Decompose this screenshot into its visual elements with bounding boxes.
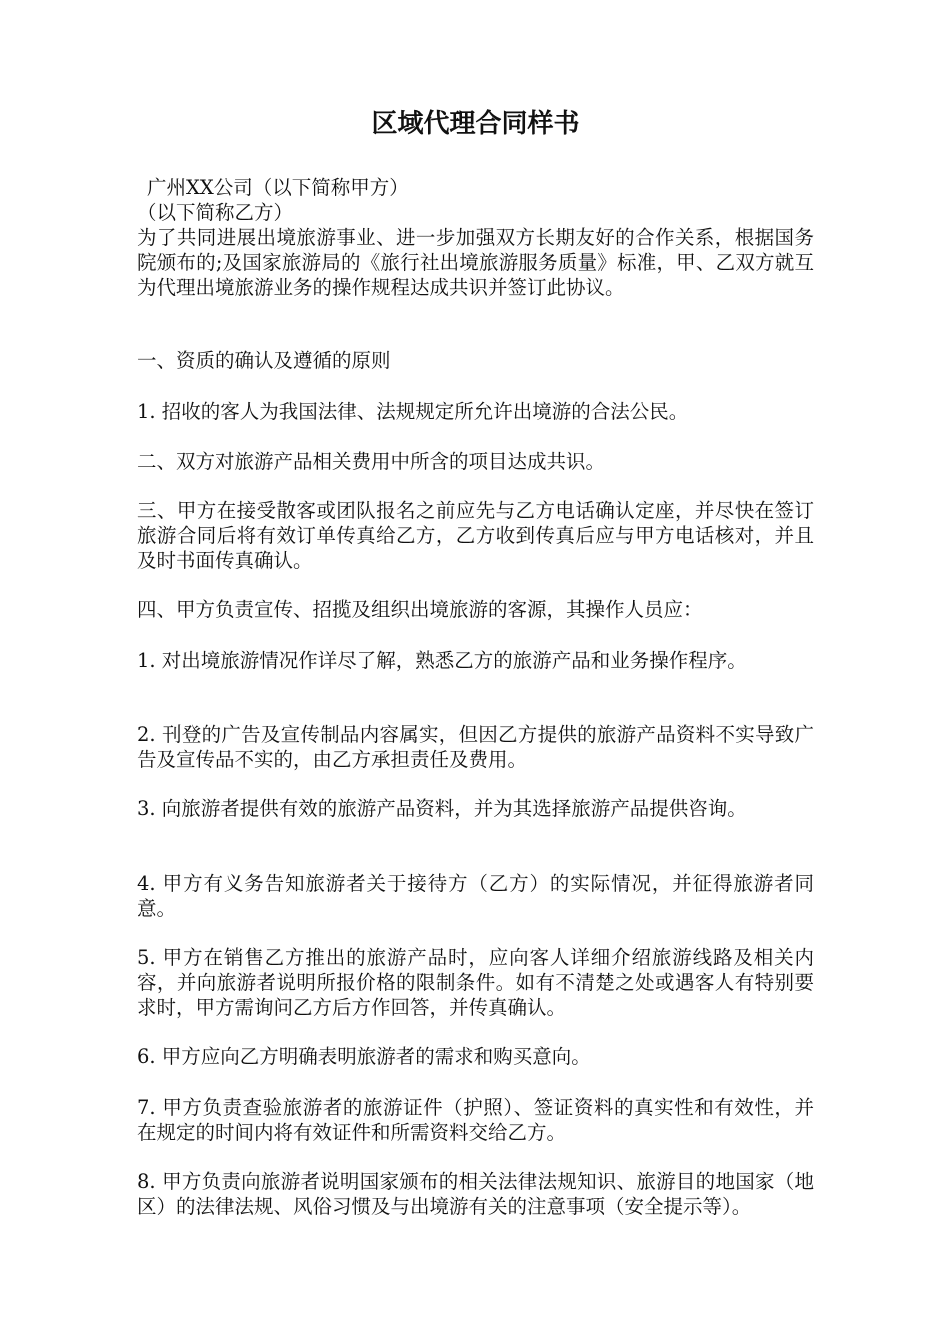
party-a-line: 广州XX公司（以下简称甲方） — [147, 176, 409, 199]
document-title: 区域代理合同样书 — [371, 109, 580, 139]
list-item: 4. 甲方有义务告知旅游者关于接待方（乙方）的实际情况，并征得旅游者同意。 — [137, 872, 814, 920]
section-3-paragraph: 三、甲方在接受散客或团队报名之前应先与乙方电话确认定座，并尽快在签订旅游合同后将有效订单传真给乙方，乙方收到传真后应与甲方电话核对，并且及时书面传真确认。 — [137, 499, 814, 572]
list-item: 2. 刊登的广告及宣传制品内容属实，但因乙方提供的旅游产品资料不实导致广告及宣传品不实的，由乙方承担责任及费用。 — [137, 723, 814, 771]
list-item: 1. 对出境旅游情况作详尽了解，熟悉乙方的旅游产品和业务操作程序。 — [137, 649, 747, 672]
party-b-line: （以下简称乙方） — [137, 201, 294, 224]
section-1-heading: 一、资质的确认及遵循的原则 — [137, 349, 391, 372]
list-item: 7. 甲方负责查验旅游者的旅游证件（护照）、签证资料的真实性和有效性，并在规定的时间内将有效证件和所需资料交给乙方。 — [137, 1096, 814, 1144]
section-2-paragraph: 二、双方对旅游产品相关费用中所含的项目达成共识。 — [137, 450, 606, 473]
preamble-paragraph: 为了共同进展出境旅游事业、进一步加强双方长期友好的合作关系，根据国务院颁布的;及国家旅游局的《旅行社出境旅游服务质量》标准，甲、乙双方就互为代理出境旅游业务的操作规程达成共识并签订此协议。 — [137, 226, 814, 299]
list-item: 8. 甲方负责向旅游者说明国家颁布的相关法律法规知识、旅游目的地国家（地区）的法律法规、风俗习惯及与出境游有关的注意事项（安全提示等）。 — [137, 1170, 814, 1218]
list-item: 5. 甲方在销售乙方推出的旅游产品时，应向客人详细介绍旅游线路及相关内容，并向旅游者说明所报价格的限制条件。如有不清楚之处或遇客人有特别要求时，甲方需询问乙方后方作回答，并传真确认。 — [137, 946, 814, 1019]
section-1-item-1: 1. 招收的客人为我国法律、法规规定所允许出境游的合法公民。 — [137, 400, 689, 423]
list-item: 6. 甲方应向乙方明确表明旅游者的需求和购买意向。 — [137, 1045, 591, 1068]
section-4-heading: 四、甲方负责宣传、招揽及组织出境旅游的客源，其操作人员应： — [137, 598, 703, 621]
list-item: 3. 向旅游者提供有效的旅游产品资料，并为其选择旅游产品提供咨询。 — [137, 797, 747, 820]
